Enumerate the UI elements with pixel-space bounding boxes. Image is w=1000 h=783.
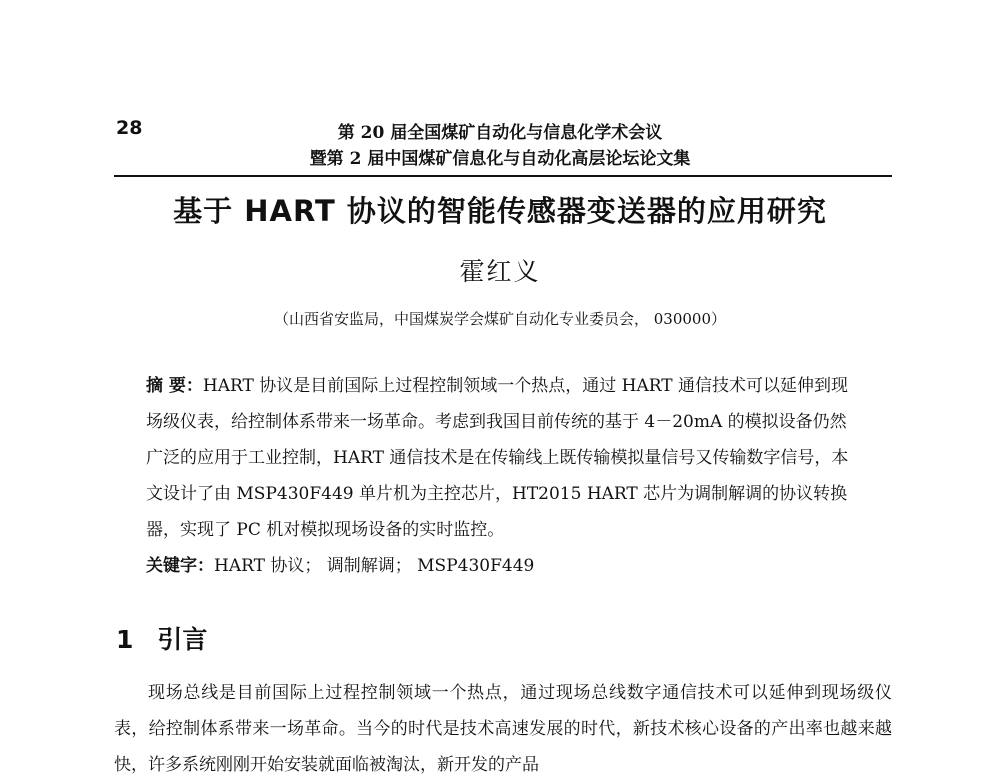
running-header-line2: 暨第 2 届中国煤矿信息化与自动化高层论坛论文集 [309,149,691,169]
section-number: 1 [116,625,134,654]
author-affiliation: （山西省安监局，中国煤炭学会煤矿自动化专业委员会， 030000） [273,310,727,328]
paper-title: 基于 HART 协议的智能传感器变送器的应用研究 [173,194,827,228]
header-rule [114,175,892,177]
keywords-line [146,548,852,584]
body-text [114,675,892,783]
section-heading [116,620,207,656]
body-paragraph: 现场总线是目前国际上过程控制领域一个热点，通过现场总线数字通信技术可以延伸到现场级仪表，给控制体系带来一场革命。当今的时代是技术高速发展的时代，新技术核心设备的产出率也越来越快，许多系统刚刚开始安装就面临被淘汰，新开发的产品 [114,683,892,775]
abstract-text: HART 协议是目前国际上过程控制领域一个热点，通过 HART 通信技术可以延伸到现场级仪表，给控制体系带来一场革命。考虑到我国目前传统的基于 4－20mA 的模拟设备仍然广泛的应用于工业控制，HART 通信技术是在传输线上既传输模拟量信号又传输数字信号，本文设计了由 MSP430F449 单片机为主控芯片，HT2015 HART 芯片为调制解调的协议转换器，实现了 PC 机对模拟现场设备的实时监控。 [146,376,849,540]
keywords-text: HART 协议； 调制解调； MSP430F449 [214,556,535,576]
abstract-paragraph [146,368,852,548]
running-header-line1: 第 20 届全国煤矿自动化与信息化学术会议 [337,123,663,143]
author-name: 霍红义 [459,257,541,286]
abstract-label: 摘 要： [146,376,203,396]
section-title: 引言 [157,625,208,654]
abstract-block [146,368,852,584]
keywords-label: 关键字： [146,556,214,576]
page-number: 28 [116,117,143,139]
